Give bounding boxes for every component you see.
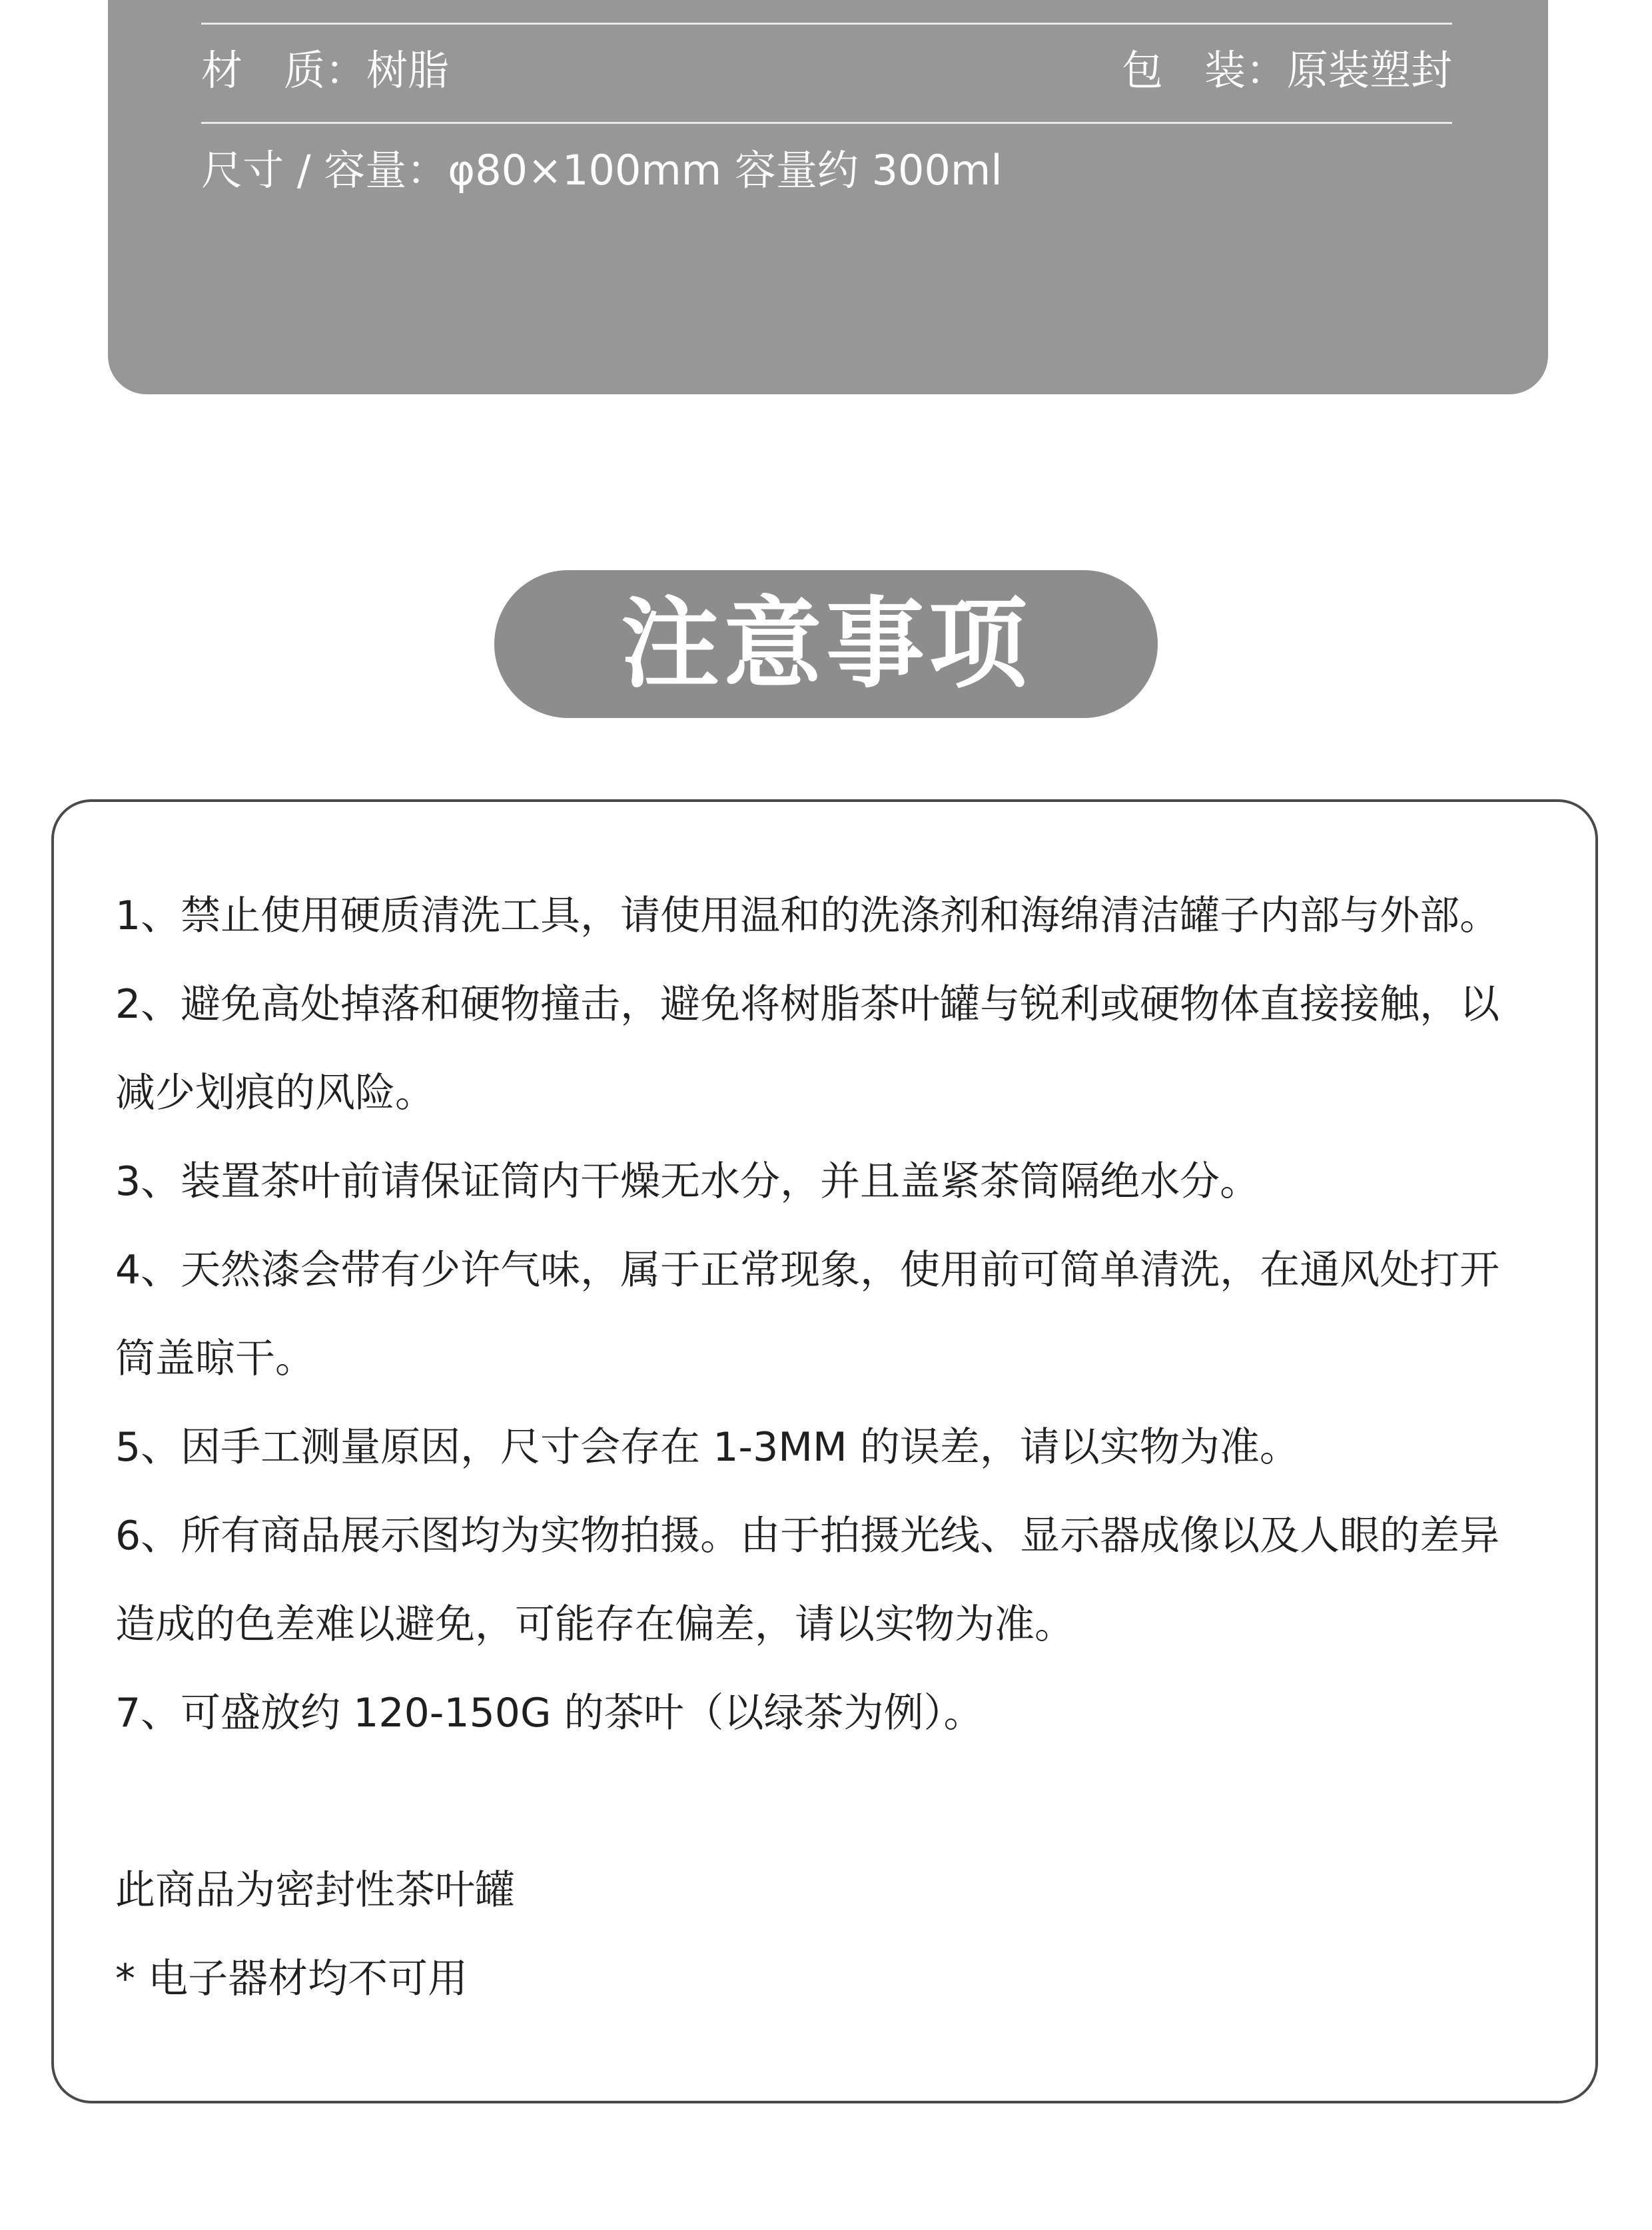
size-capacity-spec: 尺寸 / 容量：φ80×100mm 容量约 300ml [201,146,1003,194]
note-spacer [115,1758,1554,1846]
note-line: 3、装置茶叶前请保证筒内干燥无水分，并且盖紧茶筒隔绝水分。 [115,1158,1260,1205]
note-line: 减少划痕的风险。 [115,1070,435,1116]
product-spec-card [108,0,1548,394]
section-title: 注意事项 [621,587,1031,701]
note-line: 1、禁止使用硬质清洗工具，请使用温和的洗涤剂和海绵清洁罐子内部与外部。 [115,893,1500,939]
electronics-note: * 电子器材均不可用 [115,1956,468,2002]
notes-list [115,872,1554,2024]
note-line: 2、避免高处掉落和硬物撞击，避免将树脂茶叶罐与锐利或硬物体直接接触，以 [115,981,1500,1028]
seal-note: 此商品为密封性茶叶罐 [115,1867,515,1914]
spec-divider-top [201,23,1452,25]
notes-heading-pill [494,570,1158,718]
spec-divider-bottom [201,122,1452,124]
material-spec: 材 质：树脂 [201,46,450,95]
note-line: 4、天然漆会带有少许气味，属于正常现象，使用前可简单清洗，在通风处打开 [115,1247,1500,1294]
note-line: 5、因手工测量原因，尺寸会存在 1-3MM 的误差，请以实物为准。 [115,1424,1300,1471]
note-line: 造成的色差难以避免，可能存在偏差，请以实物为准。 [115,1601,1074,1648]
note-line: 7、可盛放约 120-150G 的茶叶（以绿茶为例）。 [115,1690,984,1736]
note-line: 6、所有商品展示图均为实物拍摄。由于拍摄光线、显示器成像以及人眼的差异 [115,1513,1500,1559]
note-line: 筒盖晾干。 [115,1335,315,1382]
notes-panel [51,799,1598,2103]
package-spec: 包 装：原装塑封 [1121,46,1452,95]
